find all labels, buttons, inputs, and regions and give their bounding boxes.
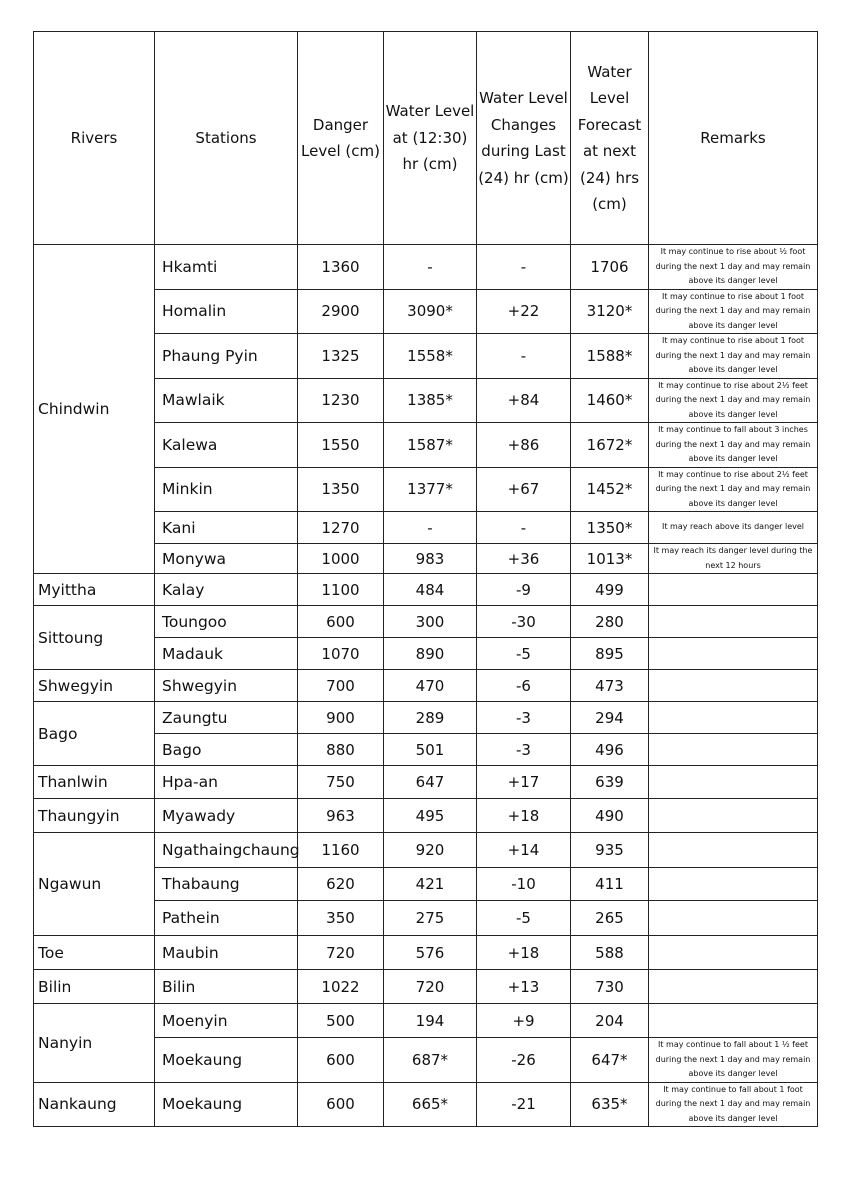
station-name: Shwegyin [155,670,298,702]
station-name: Homalin [155,289,298,334]
danger-level: 900 [298,702,384,734]
remark-text: It may continue to rise about 2½ feet during the next 1 day and may remain above its danger level [649,378,818,423]
station-name: Ngathaingchaung [155,833,298,868]
forecast-level: 294 [571,702,649,734]
station-name: Minkin [155,467,298,512]
remark-text [649,833,818,868]
river-name: Myittha [34,574,155,606]
forecast-level: 895 [571,638,649,670]
level-change: -21 [477,1082,571,1127]
station-name: Monywa [155,544,298,574]
water-level: 1377* [384,467,477,512]
remark-text [649,606,818,638]
water-level: 495 [384,799,477,833]
remark-text [649,670,818,702]
level-change: -5 [477,901,571,936]
level-change: +67 [477,467,571,512]
forecast-level: 1452* [571,467,649,512]
station-name: Kani [155,512,298,544]
header-water-level: Water Level at (12:30) hr (cm) [384,32,477,245]
station-name: Maubin [155,936,298,970]
table-row [34,606,818,638]
level-change: +13 [477,970,571,1004]
river-name: Chindwin [34,245,155,574]
level-change: -26 [477,1038,571,1083]
water-level: 421 [384,868,477,901]
header-forecast: Water Level Forecast at next (24) hrs (cm) [571,32,649,245]
level-change: -30 [477,606,571,638]
water-level: 890 [384,638,477,670]
water-level: 665* [384,1082,477,1127]
danger-level: 600 [298,1082,384,1127]
remark-text: It may continue to fall about 3 inches during the next 1 day and may remain above its danger level [649,423,818,468]
river-name: Sittoung [34,606,155,670]
danger-level: 750 [298,766,384,799]
water-level: 920 [384,833,477,868]
danger-level: 350 [298,901,384,936]
level-change: +9 [477,1004,571,1038]
forecast-level: 280 [571,606,649,638]
forecast-level: 1460* [571,378,649,423]
header-stations: Stations [155,32,298,245]
river-name: Shwegyin [34,670,155,702]
level-change: +22 [477,289,571,334]
forecast-level: 3120* [571,289,649,334]
river-name: Nanyin [34,1004,155,1083]
remark-text: It may continue to fall about 1 foot during the next 1 day and may remain above its danger level [649,1082,818,1127]
danger-level: 720 [298,936,384,970]
header-row [34,32,818,245]
table-row [34,1004,818,1038]
table-row [34,670,818,702]
danger-level: 880 [298,734,384,766]
remark-text: It may continue to fall about 1 ½ feet during the next 1 day and may remain above its danger level [649,1038,818,1083]
water-level: 1587* [384,423,477,468]
table-row [34,702,818,734]
danger-level: 2900 [298,289,384,334]
remark-text: It may continue to rise about 1 foot during the next 1 day and may remain above its danger level [649,334,818,379]
danger-level: 700 [298,670,384,702]
remark-text [649,734,818,766]
danger-level: 1000 [298,544,384,574]
header-danger-level: Danger Level (cm) [298,32,384,245]
table-row [34,1082,818,1127]
danger-level: 620 [298,868,384,901]
danger-level: 1325 [298,334,384,379]
river-name: Bago [34,702,155,766]
level-change: - [477,334,571,379]
level-change: +36 [477,544,571,574]
header-changes: Water Level Changes during Last (24) hr (cm) [477,32,571,245]
table-row [34,833,818,868]
forecast-level: 1013* [571,544,649,574]
level-change: -3 [477,734,571,766]
danger-level: 1270 [298,512,384,544]
level-change: - [477,512,571,544]
table-row [34,766,818,799]
forecast-level: 935 [571,833,649,868]
level-change: -10 [477,868,571,901]
forecast-level: 635* [571,1082,649,1127]
water-level-table [33,31,818,1127]
forecast-level: 490 [571,799,649,833]
header-rivers: Rivers [34,32,155,245]
remark-text: It may continue to rise about ½ foot during the next 1 day and may remain above its danger level [649,245,818,290]
table-row [34,970,818,1004]
remark-text [649,970,818,1004]
water-level: 687* [384,1038,477,1083]
remark-text: It may reach its danger level during the next 12 hours [649,544,818,574]
water-level: - [384,512,477,544]
station-name: Moekaung [155,1082,298,1127]
remark-text [649,702,818,734]
remark-text [649,799,818,833]
table-body [34,245,818,1127]
station-name: Moenyin [155,1004,298,1038]
danger-level: 963 [298,799,384,833]
header-remarks: Remarks [649,32,818,245]
forecast-level: 1672* [571,423,649,468]
remark-text: It may continue to rise about 2½ feet during the next 1 day and may remain above its danger level [649,467,818,512]
station-name: Kalewa [155,423,298,468]
danger-level: 1022 [298,970,384,1004]
station-name: Bago [155,734,298,766]
water-level: 470 [384,670,477,702]
remark-text [649,868,818,901]
remark-text [649,1004,818,1038]
forecast-level: 496 [571,734,649,766]
forecast-level: 639 [571,766,649,799]
danger-level: 1100 [298,574,384,606]
level-change: +18 [477,936,571,970]
water-level: 501 [384,734,477,766]
remark-text [649,638,818,670]
forecast-level: 1588* [571,334,649,379]
remark-text [649,901,818,936]
danger-level: 1360 [298,245,384,290]
forecast-level: 647* [571,1038,649,1083]
station-name: Kalay [155,574,298,606]
forecast-level: 730 [571,970,649,1004]
danger-level: 600 [298,1038,384,1083]
station-name: Moekaung [155,1038,298,1083]
danger-level: 1350 [298,467,384,512]
danger-level: 1550 [298,423,384,468]
forecast-level: 473 [571,670,649,702]
remark-text: It may reach above its danger level [649,512,818,544]
danger-level: 1230 [298,378,384,423]
river-name: Nankaung [34,1082,155,1127]
station-name: Myawady [155,799,298,833]
water-level: 1558* [384,334,477,379]
station-name: Hkamti [155,245,298,290]
table-row [34,245,818,290]
river-name: Thanlwin [34,766,155,799]
water-level: 275 [384,901,477,936]
level-change: +84 [477,378,571,423]
water-level: 983 [384,544,477,574]
station-name: Toungoo [155,606,298,638]
water-level: 720 [384,970,477,1004]
forecast-level: 1706 [571,245,649,290]
station-name: Hpa-an [155,766,298,799]
remark-text: It may continue to rise about 1 foot during the next 1 day and may remain above its danger level [649,289,818,334]
forecast-level: 1350* [571,512,649,544]
level-change: +17 [477,766,571,799]
table-row [34,936,818,970]
water-level: 289 [384,702,477,734]
station-name: Zaungtu [155,702,298,734]
water-level: 484 [384,574,477,606]
water-level: - [384,245,477,290]
danger-level: 1160 [298,833,384,868]
forecast-level: 499 [571,574,649,606]
level-change: -3 [477,702,571,734]
river-name: Toe [34,936,155,970]
river-name: Thaungyin [34,799,155,833]
table-row [34,574,818,606]
station-name: Phaung Pyin [155,334,298,379]
remark-text [649,766,818,799]
level-change: +14 [477,833,571,868]
level-change: -5 [477,638,571,670]
forecast-level: 265 [571,901,649,936]
table-row [34,799,818,833]
remark-text [649,936,818,970]
remark-text [649,574,818,606]
level-change: +86 [477,423,571,468]
level-change: - [477,245,571,290]
forecast-level: 204 [571,1004,649,1038]
station-name: Thabaung [155,868,298,901]
water-level: 647 [384,766,477,799]
water-level: 3090* [384,289,477,334]
station-name: Mawlaik [155,378,298,423]
station-name: Madauk [155,638,298,670]
danger-level: 1070 [298,638,384,670]
station-name: Bilin [155,970,298,1004]
level-change: +18 [477,799,571,833]
water-level: 576 [384,936,477,970]
water-level: 300 [384,606,477,638]
station-name: Pathein [155,901,298,936]
level-change: -9 [477,574,571,606]
level-change: -6 [477,670,571,702]
forecast-level: 411 [571,868,649,901]
river-name: Bilin [34,970,155,1004]
danger-level: 500 [298,1004,384,1038]
danger-level: 600 [298,606,384,638]
water-level: 1385* [384,378,477,423]
river-name: Ngawun [34,833,155,936]
forecast-level: 588 [571,936,649,970]
water-level: 194 [384,1004,477,1038]
